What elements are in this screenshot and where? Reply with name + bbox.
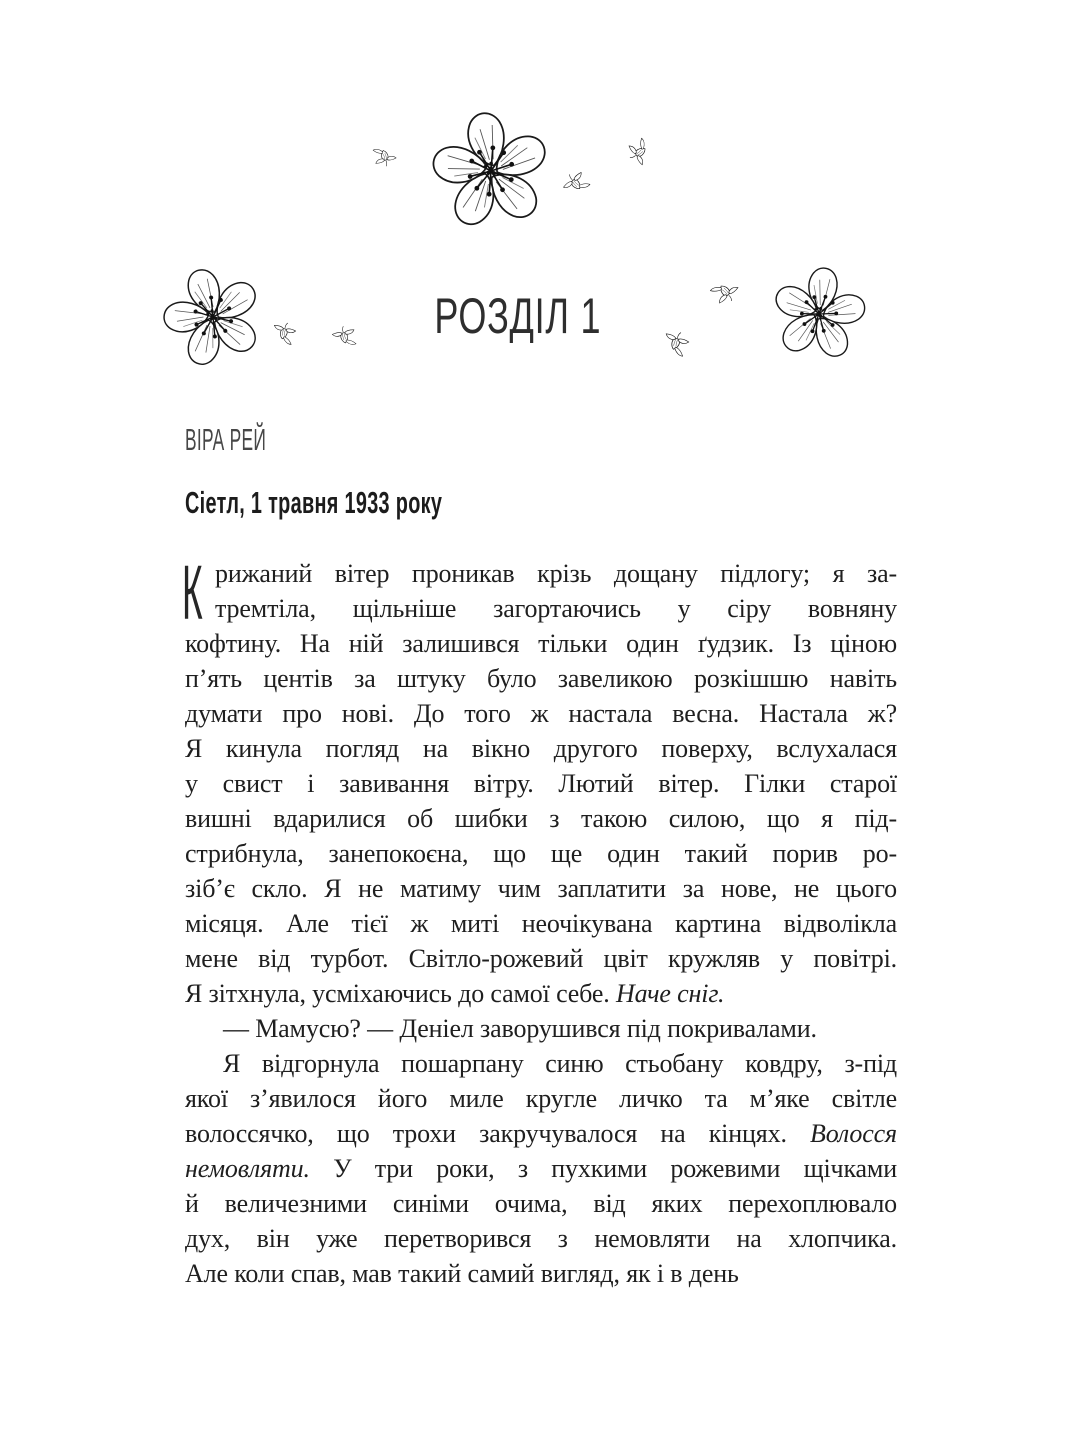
chapter-title-row	[0, 288, 1058, 344]
body-text	[182, 550, 897, 1291]
body-line: думати про нові. До того ж настала весна. Настала ж?	[185, 699, 897, 728]
paragraph	[185, 1011, 897, 1046]
cherry-blossom-icon	[420, 100, 562, 242]
body-line: рижаний вітер проникав крізь дощану підлогу; я за-	[215, 559, 897, 588]
body-line: дух, він уже перетворився з немовляти на хлопчика.	[185, 1224, 897, 1253]
chapter-title: РОЗДІЛ 1	[434, 288, 602, 344]
body-line: місяця. Але тієї ж миті неочікувана картина відволікла	[185, 909, 897, 938]
body-line: Я кинула погляд на вікно другого поверху, вслухалася	[185, 734, 897, 763]
pov-name: ВІРА РЕЙ	[185, 422, 267, 457]
body-line: волоссячко, що трохи закручувалося на кінцях. Волосся	[185, 1119, 897, 1148]
dateline: Сіетл, 1 травня 1933 року	[185, 485, 443, 520]
blossom-bud-icon	[607, 121, 671, 185]
body-line: Але коли спав, мав такий самий вигляд, як і в день	[185, 1259, 739, 1288]
body-line: вишні вдарилися об шибки з такою силою, що я під-	[185, 804, 897, 833]
body-line: якої з’явилося його миле кругле личко та м’яке світле	[185, 1084, 897, 1113]
body-line: немовляти. У три роки, з пухкими рожевими щічками	[185, 1154, 897, 1183]
paragraph	[185, 1046, 897, 1291]
body-line: мене від турбот. Світло-рожевий цвіт кружляв у повітрі.	[185, 944, 897, 973]
body-line: тремтіла, щільніше загортаючись у сіру вовняну	[215, 594, 897, 623]
body-line: Я зітхнула, усміхаючись до самої себе. Наче сніг.	[185, 979, 725, 1008]
body-line: стрибнула, занепокоєна, що ще один такий порив ро-	[185, 839, 897, 868]
body-line: зіб’є скло. Я не матиму чим заплатити за нове, не цього	[185, 874, 897, 903]
blossom-bud-icon	[359, 131, 410, 182]
drop-cap: К	[182, 550, 203, 636]
body-line: — Мамусю? — Деніел заворушився під покривалами.	[223, 1014, 817, 1043]
paragraph	[185, 556, 897, 1011]
body-line: Я відгорнула пошарпану синю стьобану ковдру, з-під	[223, 1049, 897, 1078]
body-line: п’ять центів за штуку було завеликою розкішшю навіть	[185, 664, 897, 693]
body-line: у свист і завивання вітру. Лютий вітер. Гілки старої	[185, 769, 897, 798]
body-line: й величезними синіми очима, від яких перехоплювало	[185, 1189, 897, 1218]
body-line: кофтину. На ній залишився тільки один ґудзик. Із ціною	[185, 629, 897, 658]
